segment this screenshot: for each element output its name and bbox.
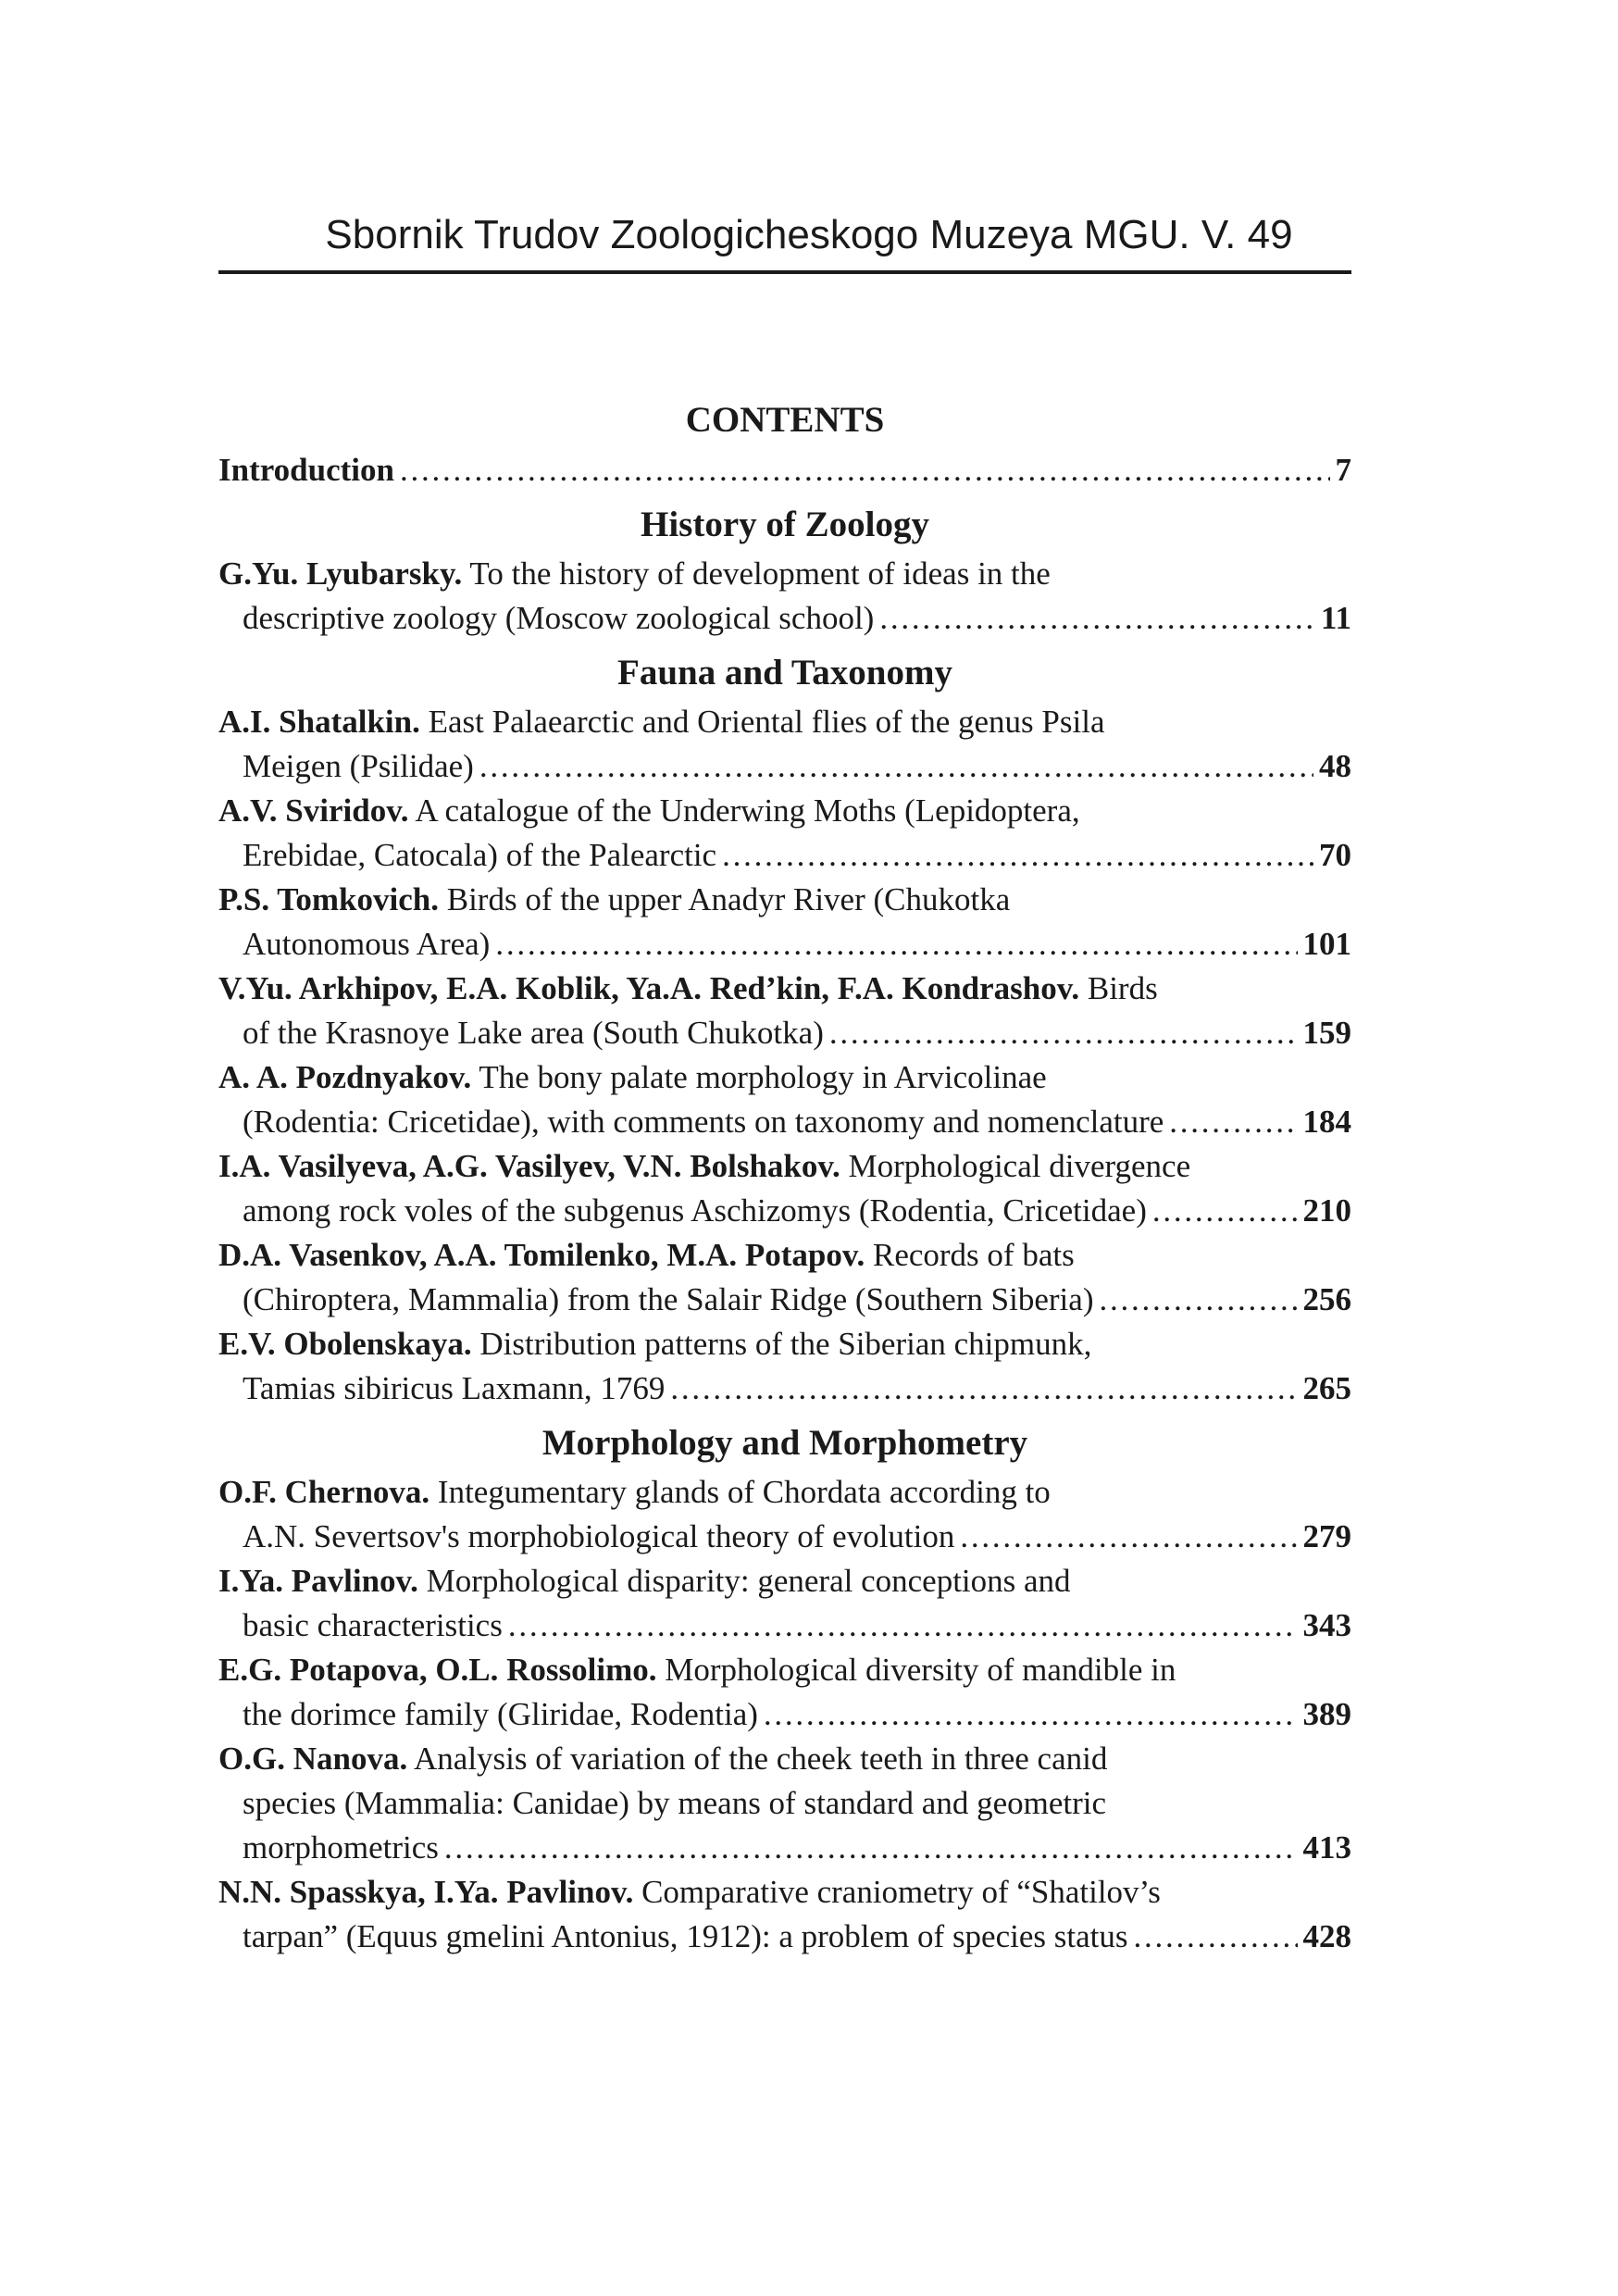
- toc-entry[interactable]: [218, 1648, 1351, 1737]
- entry-title-end: Autonomous Area): [243, 926, 491, 962]
- entry-last-line: [218, 1189, 1351, 1233]
- toc-entry[interactable]: [218, 1870, 1351, 1959]
- toc-entry[interactable]: [218, 552, 1351, 641]
- page-number: 7: [1335, 452, 1351, 488]
- entry-title-end: among rock voles of the subgenus Aschizomys (Rodentia, Cricetidae): [243, 1192, 1147, 1229]
- entry-title-start: Analysis of variation of the cheek teeth in three canid: [407, 1741, 1108, 1777]
- toc-entry[interactable]: [218, 1737, 1351, 1870]
- page-number: 265: [1302, 1370, 1351, 1406]
- dot-leader: [1152, 1189, 1298, 1233]
- entry-title-end: (Rodentia: Cricetidae), with comments on taxonomy and nomenclature: [243, 1104, 1164, 1140]
- dot-leader: [722, 833, 1313, 878]
- running-header: Sbornik Trudov Zoologicheskogo Muzeya MGU. V. 49: [325, 212, 1293, 257]
- toc-entry[interactable]: [218, 789, 1351, 878]
- entry-authors: E.V. Obolenskaya.: [218, 1326, 472, 1362]
- entry-last-line: [218, 922, 1351, 967]
- entry-first-line: [218, 1055, 1351, 1100]
- entry-authors: N.N. Spasskya, I.Ya. Pavlinov.: [218, 1874, 634, 1910]
- entry-first-line: [218, 1870, 1351, 1915]
- entry-authors: P.S. Tomkovich.: [218, 881, 439, 917]
- entry-title-end: (Chiroptera, Mammalia) from the Salair Ridge (Southern Siberia): [243, 1281, 1094, 1317]
- entry-last-line: [218, 1915, 1351, 1959]
- toc-entry-introduction[interactable]: [218, 448, 1351, 493]
- entry-authors: A.V. Sviridov.: [218, 792, 409, 829]
- dot-leader: [444, 1826, 1298, 1870]
- entry-title-end: morphometrics: [243, 1829, 439, 1866]
- entry-title-start: Distribution patterns of the Siberian chipmunk,: [471, 1326, 1092, 1362]
- entry-last-line: [218, 1826, 1351, 1870]
- page-number: 413: [1302, 1829, 1351, 1866]
- entry-title-end: Meigen (Psilidae): [243, 748, 474, 784]
- entry-first-line: [218, 967, 1351, 1011]
- section-heading: History of Zoology: [641, 505, 929, 544]
- entry-title-end: the dorimce family (Gliridae, Rodentia): [243, 1696, 758, 1732]
- entry-last-line: [218, 1100, 1351, 1144]
- dot-leader: [1133, 1915, 1297, 1959]
- page-number: 343: [1302, 1607, 1351, 1643]
- page-number: 428: [1302, 1918, 1351, 1954]
- entry-title-end: Erebidae, Catocala) of the Palearctic: [243, 837, 717, 873]
- entry-title-start: A catalogue of the Underwing Moths (Lepidoptera,: [408, 792, 1080, 829]
- entry-last-line: [218, 744, 1351, 789]
- entry-title-start: The bony palate morphology in Arvicolinae: [471, 1059, 1047, 1095]
- entry-authors: I.A. Vasilyeva, A.G. Vasilyev, V.N. Bolshakov.: [218, 1148, 840, 1184]
- entry-authors: O.F. Chernova.: [218, 1474, 430, 1510]
- entry-first-line: [218, 789, 1351, 833]
- entry-title-line: species (Mammalia: Canidae) by means of standard and geometric: [243, 1785, 1107, 1821]
- entry-first-line: [218, 878, 1351, 922]
- entry-title-end: of the Krasnoye Lake area (South Chukotka): [243, 1015, 824, 1051]
- entry-first-line: [218, 1322, 1351, 1366]
- entry-authors: O.G. Nanova.: [218, 1741, 408, 1777]
- dot-leader: [879, 596, 1315, 641]
- toc-entry[interactable]: [218, 1055, 1351, 1144]
- dot-leader: [479, 744, 1313, 789]
- toc-entry[interactable]: [218, 878, 1351, 967]
- entry-first-line: [218, 700, 1351, 744]
- page-number: 389: [1302, 1696, 1351, 1732]
- entry-title-end: basic characteristics: [243, 1607, 503, 1643]
- header-rule: [218, 270, 1351, 274]
- entry-title-end: Tamias sibiricus Laxmann, 1769: [243, 1370, 666, 1406]
- dot-leader: [1099, 1278, 1297, 1322]
- entry-last-line: [218, 833, 1351, 878]
- entry-title-start: Integumentary glands of Chordata according to: [429, 1474, 1051, 1510]
- page-number: 279: [1302, 1518, 1351, 1554]
- toc-entry[interactable]: [218, 700, 1351, 789]
- entry-title-start: Morphological divergence: [840, 1148, 1191, 1184]
- dot-leader: [829, 1011, 1298, 1055]
- page-number: 256: [1302, 1281, 1351, 1317]
- entry-authors: V.Yu. Arkhipov, E.A. Koblik, Ya.A. Red’kin, F.A. Kondrashov.: [218, 970, 1080, 1006]
- entry-title-end: tarpan” (Equus gmelini Antonius, 1912): a problem of species status: [243, 1918, 1128, 1954]
- dot-leader: [495, 922, 1297, 967]
- entry-title-start: Morphological diversity of mandible in: [656, 1652, 1176, 1688]
- toc-entry[interactable]: [218, 1322, 1351, 1411]
- entry-authors: D.A. Vasenkov, A.A. Tomilenko, M.A. Potapov.: [218, 1237, 865, 1273]
- entry-authors: I.Ya. Pavlinov.: [218, 1563, 418, 1599]
- entry-title-start: East Palaearctic and Oriental flies of the genus Psila: [419, 704, 1105, 740]
- entry-title-start: Birds of the upper Anadyr River (Chukotka: [438, 881, 1011, 917]
- entry-first-line: [218, 1737, 1351, 1781]
- entry-title-start: Morphological disparity: general conceptions and: [417, 1563, 1071, 1599]
- entry-last-line: [218, 1515, 1351, 1559]
- entry-authors: A.I. Shatalkin.: [218, 704, 420, 740]
- entry-last-line: [218, 596, 1351, 641]
- entry-last-line: [218, 1603, 1351, 1648]
- entry-last-line: [218, 1011, 1351, 1055]
- dot-leader: [1169, 1100, 1297, 1144]
- toc-entry[interactable]: [218, 1233, 1351, 1322]
- section-heading: Morphology and Morphometry: [541, 1423, 1028, 1463]
- toc-entry[interactable]: [218, 1144, 1351, 1233]
- dot-leader: [960, 1515, 1297, 1559]
- page-number: 11: [1320, 600, 1351, 636]
- entry-last-line: [218, 1278, 1351, 1322]
- entry-first-line: [218, 1144, 1351, 1189]
- entry-first-line: [218, 1470, 1351, 1515]
- table-of-contents: [218, 398, 1351, 1959]
- entry-title-start: Comparative craniometry of “Shatilov’s: [633, 1874, 1161, 1910]
- entry-first-line: [218, 1559, 1351, 1603]
- entry-title-end: descriptive zoology (Moscow zoological school): [243, 600, 875, 636]
- dot-leader: [764, 1692, 1298, 1737]
- section-heading: Fauna and Taxonomy: [617, 653, 952, 693]
- page-number: 210: [1302, 1192, 1351, 1229]
- entry-title-start: To the history of development of ideas in the: [462, 555, 1051, 592]
- entry-title-start: Records of bats: [865, 1237, 1075, 1273]
- contents-title: CONTENTS: [685, 400, 885, 440]
- entry-authors: A. A. Pozdnyakov.: [218, 1059, 472, 1095]
- introduction-label: Introduction: [218, 452, 394, 488]
- entry-first-line: [218, 1233, 1351, 1278]
- page-number: 70: [1319, 837, 1351, 873]
- dot-leader: [508, 1603, 1298, 1648]
- page-number: 184: [1302, 1104, 1351, 1140]
- entry-last-line: [218, 1692, 1351, 1737]
- page-number: 159: [1302, 1015, 1351, 1051]
- entry-first-line: [218, 1648, 1351, 1692]
- entry-title-start: Birds: [1079, 970, 1158, 1006]
- toc-entry[interactable]: [218, 1470, 1351, 1559]
- entry-authors: G.Yu. Lyubarsky.: [218, 555, 463, 592]
- toc-entry[interactable]: [218, 967, 1351, 1055]
- page-number: 48: [1319, 748, 1351, 784]
- entry-title-end: A.N. Severtsov's morphobiological theory of evolution: [243, 1518, 955, 1554]
- dot-leader: [400, 448, 1330, 493]
- entry-last-line: [218, 1366, 1351, 1411]
- entry-first-line: [218, 552, 1351, 596]
- dot-leader: [670, 1366, 1297, 1411]
- toc-entry[interactable]: [218, 1559, 1351, 1648]
- page-number: 101: [1302, 926, 1351, 962]
- toc-sections: [218, 500, 1351, 1959]
- entry-authors: E.G. Potapova, O.L. Rossolimo.: [218, 1652, 657, 1688]
